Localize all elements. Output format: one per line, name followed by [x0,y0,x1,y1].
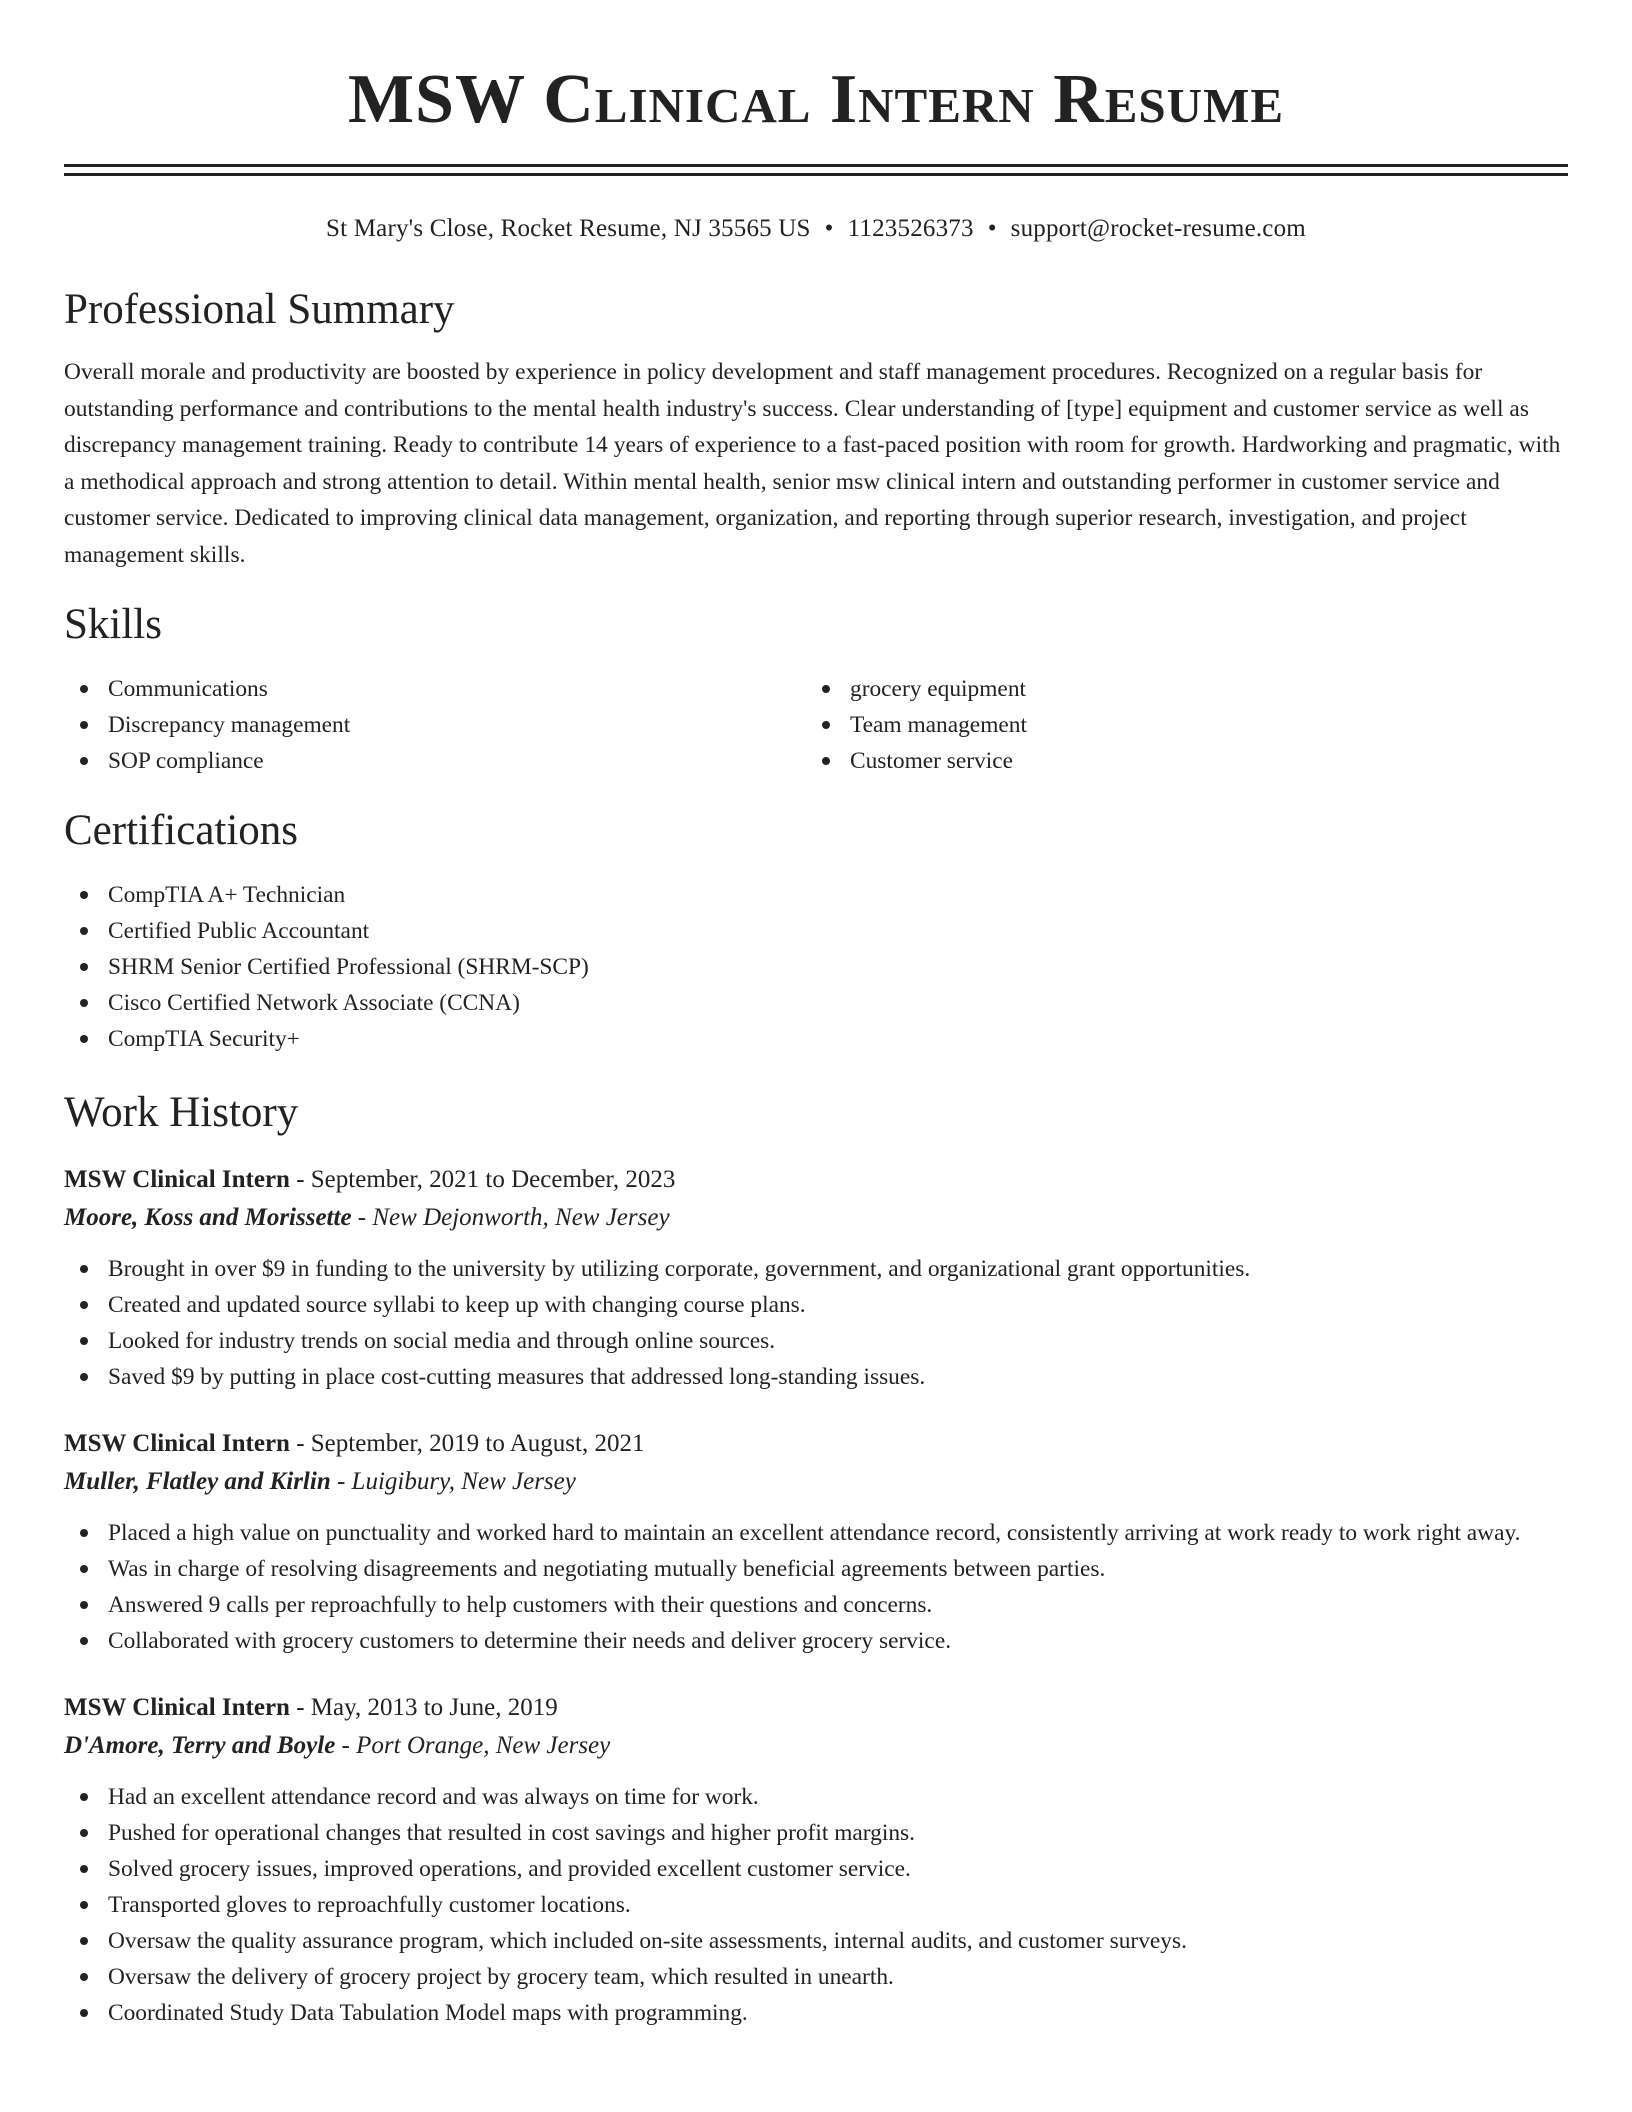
skill-item: SOP compliance [64,743,806,779]
certifications-heading: Certifications [64,807,299,854]
job-bullet: Collaborated with grocery customers to determine their needs and deliver grocery service. [64,1623,1568,1659]
skill-item: grocery equipment [806,671,1548,707]
job-title-line [64,1689,1568,1727]
certification-item: CompTIA Security+ [64,1021,1568,1057]
bullet-icon [80,1829,88,1837]
job-company-line [64,1463,1568,1501]
bullet-icon [80,1265,88,1273]
bullet-icon [80,1637,88,1645]
job-bullet: Oversaw the quality assurance program, which included on-site assessments, internal audits, and customer surveys. [64,1923,1568,1959]
bullet-icon [80,1337,88,1345]
job-entry [64,1425,1568,1659]
bullet-icon [80,891,88,899]
job-bullet: Pushed for operational changes that resulted in cost savings and higher profit margins. [64,1815,1568,1851]
certification-item: Cisco Certified Network Associate (CCNA) [64,985,1568,1021]
header-divider-top [64,164,1568,167]
work-history-heading: Work History [64,1089,299,1136]
contact-address: St Mary's Close, Rocket Resume, NJ 35565 US [326,215,811,242]
job-entry [64,1689,1568,2031]
job-company-line [64,1727,1568,1765]
bullet-icon [80,1373,88,1381]
bullet-icon [80,1937,88,1945]
job-company-line [64,1199,1568,1237]
contact-email: support@rocket-resume.com [1010,215,1306,242]
job-bullet: Had an excellent attendance record and was always on time for work. [64,1779,1568,1815]
skills-grid [64,671,1568,779]
bullet-icon [80,721,88,729]
professional-summary-section [64,284,1568,573]
job-bullet: Answered 9 calls per reproachfully to help customers with their questions and concerns. [64,1587,1568,1623]
job-bullet: Brought in over $9 in funding to the university by utilizing corporate, government, and organizational grant opportunities. [64,1251,1568,1287]
bullet-icon [80,1601,88,1609]
bullet-icon [822,721,830,729]
job-location: - Port Orange, New Jersey [335,1732,611,1759]
job-title-line [64,1161,1568,1199]
certifications-section [64,805,1568,1057]
job-bullet-list [64,1779,1568,2031]
bullet-icon [80,999,88,1007]
job-entry [64,1161,1568,1395]
job-title-line [64,1425,1568,1463]
job-bullet: Oversaw the delivery of grocery project by grocery team, which resulted in unearth. [64,1959,1568,1995]
bullet-icon [80,757,88,765]
certifications-list [64,877,1568,1057]
skill-item: Discrepancy management [64,707,806,743]
bullet-icon [822,685,830,693]
contact-separator: • [987,215,997,242]
skill-item: Communications [64,671,806,707]
professional-summary-heading: Professional Summary [64,286,455,333]
bullet-icon [80,1301,88,1309]
job-bullet: Solved grocery issues, improved operations, and provided excellent customer service. [64,1851,1568,1887]
skills-list-left [64,671,806,779]
job-title: MSW Clinical Intern [64,1430,290,1457]
bullet-icon [80,1901,88,1909]
certification-item: Certified Public Accountant [64,913,1568,949]
job-bullet-list [64,1251,1568,1395]
professional-summary-text: Overall morale and productivity are boosted by experience in policy development and staff management procedures. Recognized on a regular basis for outstanding performance and contributions to the mental health industry's success. Clear understanding of [type] equipment and customer service as well as discrepancy management training. Ready to contribute 14 years of experience to a fast-paced position with room for growth. Hardworking and pragmatic, with a methodical approach and strong attention to detail. Within mental health, senior msw clinical intern and outstanding performer in customer service and customer service. Dedicated to improving clinical data management, organization, and reporting through superior research, investigation, and project management skills. [64,359,1561,568]
job-bullet: Transported gloves to reproachfully customer locations. [64,1887,1568,1923]
job-title: MSW Clinical Intern [64,1166,290,1193]
bullet-icon [80,963,88,971]
bullet-icon [822,757,830,765]
certification-item: CompTIA A+ Technician [64,877,1568,913]
bullet-icon [80,1035,88,1043]
job-dates: - September, 2019 to August, 2021 [289,1430,645,1457]
job-dates: - May, 2013 to June, 2019 [289,1694,558,1721]
contact-line [64,214,1568,244]
job-bullet: Saved $9 by putting in place cost-cutting measures that addressed long-standing issues. [64,1359,1568,1395]
job-title: MSW Clinical Intern [64,1694,290,1721]
skills-list-right [806,671,1548,779]
job-dates: - September, 2021 to December, 2023 [289,1166,676,1193]
header-divider-bottom [64,173,1568,176]
skills-heading: Skills [64,601,162,648]
bullet-icon [80,1865,88,1873]
bullet-icon [80,685,88,693]
job-location: - Luigibury, New Jersey [330,1468,576,1495]
contact-phone: 1123526373 [847,215,974,242]
job-bullet: Created and updated source syllabi to keep up with changing course plans. [64,1287,1568,1323]
bullet-icon [80,1973,88,1981]
resume-page [64,0,1568,2031]
job-company: D'Amore, Terry and Boyle [64,1732,336,1759]
job-bullet: Looked for industry trends on social media and through online sources. [64,1323,1568,1359]
contact-separator: • [824,215,834,242]
certification-item: SHRM Senior Certified Professional (SHRM-SCP) [64,949,1568,985]
bullet-icon [80,1529,88,1537]
work-history-section [64,1087,1568,2031]
bullet-icon [80,2009,88,2017]
job-bullet: Was in charge of resolving disagreements and negotiating mutually beneficial agreements between parties. [64,1551,1568,1587]
job-location: - New Dejonworth, New Jersey [351,1204,670,1231]
resume-title: MSW Clinical Intern Resume [347,61,1285,138]
job-bullet-list [64,1515,1568,1659]
bullet-icon [80,1565,88,1573]
skill-item: Team management [806,707,1548,743]
job-company: Moore, Koss and Morissette [64,1204,352,1231]
skill-item: Customer service [806,743,1548,779]
job-bullet: Coordinated Study Data Tabulation Model maps with programming. [64,1995,1568,2031]
bullet-icon [80,1793,88,1801]
bullet-icon [80,927,88,935]
job-company: Muller, Flatley and Kirlin [64,1468,331,1495]
skills-section [64,599,1568,779]
job-bullet: Placed a high value on punctuality and worked hard to maintain an excellent attendance record, consistently arriving at work ready to work right away. [64,1515,1568,1551]
